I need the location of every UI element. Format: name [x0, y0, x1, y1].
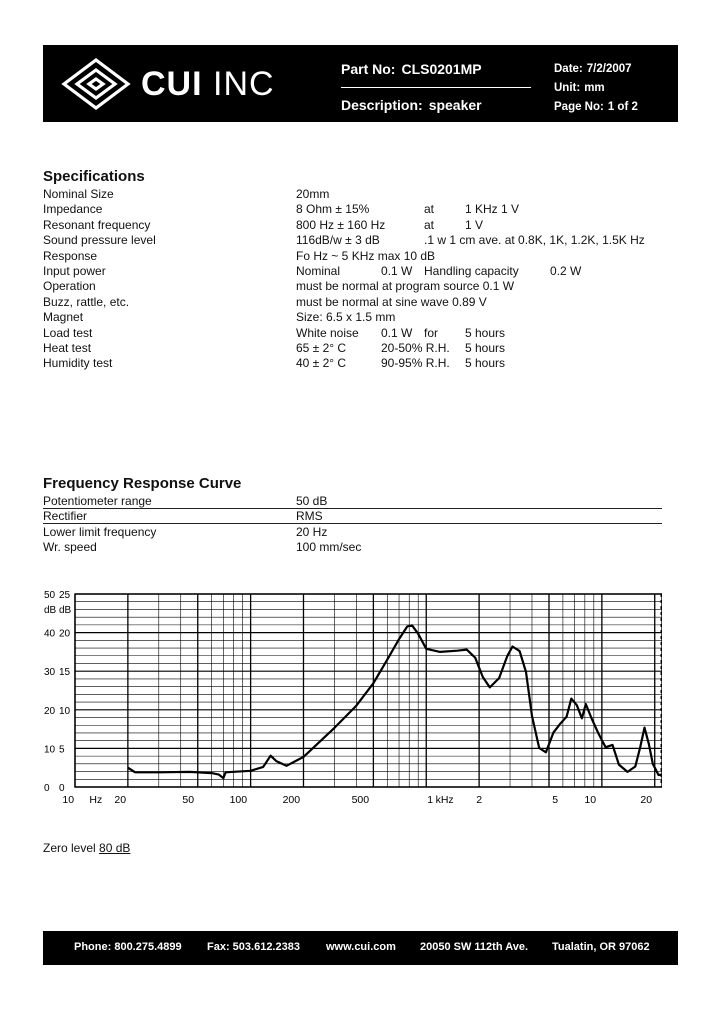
setting-value: 20 Hz: [296, 524, 328, 539]
spec-value: .1 w 1 cm ave. at 0.8K, 1K, 1.2K, 1.5K Hz: [424, 233, 645, 248]
y-tick-label: 30: [44, 667, 56, 679]
spec-value: must be normal at sine wave 0.89 V: [296, 294, 487, 309]
divider-line: [43, 508, 662, 509]
spec-label: Sound pressure level: [43, 233, 156, 248]
specifications-title: Specifications: [43, 168, 145, 185]
x-tick-label: 500: [351, 794, 370, 806]
y-tick-label: 20: [59, 628, 71, 640]
spec-value: Nominal: [296, 264, 341, 278]
y-tick-label: 10: [44, 744, 56, 756]
x-tick-label: 200: [282, 794, 301, 806]
y-tick-label: dB: [44, 605, 57, 616]
frequency-response-chart: [42, 588, 662, 810]
y-tick-label: 15: [59, 667, 71, 679]
spec-value: for: [424, 325, 439, 340]
setting-value: 100 mm/sec: [296, 539, 362, 554]
description: Description: speaker: [341, 97, 482, 113]
x-tick-label: 50: [182, 794, 195, 806]
y-tick-label: 0: [59, 783, 65, 794]
footer-bar: [43, 931, 678, 965]
frequency-response-title: Frequency Response Curve: [43, 475, 242, 492]
spec-value: 65 ± 2° C: [296, 341, 347, 355]
spec-value: 1 KHz 1 V: [465, 202, 520, 217]
spec-value: 40 ± 2° C: [296, 356, 347, 371]
spec-value: Size: 6.5 x 1.5 mm: [296, 310, 396, 325]
spec-value: 90-95% R.H.: [381, 356, 450, 371]
spec-value: 0.1 W: [381, 325, 413, 340]
setting-label: Wr. speed: [43, 539, 97, 554]
divider-line: [43, 523, 662, 524]
cui-logo-icon: [61, 57, 131, 111]
y-tick-label: 20: [44, 705, 56, 717]
x-tick-label: 100: [229, 794, 248, 806]
company-logo-text: CUI INC: [141, 65, 275, 103]
y-tick-label: 10: [59, 705, 71, 717]
spec-label: Nominal Size: [43, 187, 114, 201]
footer-website: www.cui.com: [326, 941, 396, 953]
spec-label: Resonant frequency: [43, 217, 151, 232]
spec-label: Operation: [43, 279, 96, 294]
x-tick-label: 2: [476, 794, 483, 806]
footer-phone: Phone: 800.275.4899: [74, 941, 182, 953]
spec-value: Handling capacity: [424, 264, 519, 278]
x-tick-label: kHz: [435, 794, 454, 806]
spec-label: Load test: [43, 325, 93, 340]
page-number: Page No: 1 of 2: [554, 101, 638, 113]
y-tick-label: 0: [44, 783, 50, 794]
spec-value: at: [424, 217, 435, 232]
spec-value: 20mm: [296, 187, 330, 201]
spec-value: White noise: [296, 325, 359, 340]
x-tick-label: 20: [114, 794, 127, 806]
y-tick-label: 50: [44, 590, 56, 601]
setting-value: 50 dB: [296, 494, 328, 508]
spec-value: 5 hours: [465, 325, 506, 340]
x-tick-label: 10: [584, 794, 597, 806]
x-tick-label: 5: [552, 794, 559, 806]
spec-label: Heat test: [43, 341, 92, 355]
y-tick-label: dB: [59, 605, 72, 616]
spec-label: Buzz, rattle, etc.: [43, 294, 130, 309]
setting-label: Rectifier: [43, 509, 88, 524]
footer-address: 20050 SW 112th Ave.: [420, 941, 529, 953]
zero-level: Zero level 80 dB: [43, 841, 131, 855]
spec-value: 0.2 W: [550, 264, 582, 278]
spec-label: Impedance: [43, 202, 103, 217]
date: Date: 7/2/2007: [554, 63, 632, 75]
footer-city: Tualatin, OR 97062: [552, 941, 650, 953]
spec-value: 20-50% R.H.: [381, 341, 450, 355]
spec-value: 0.1 W: [381, 264, 413, 278]
x-tick-label: 20: [640, 794, 653, 806]
spec-value: 8 Ohm ± 15%: [296, 202, 370, 217]
spec-label: Magnet: [43, 310, 84, 325]
part-info: [341, 61, 531, 113]
spec-value: 5 hours: [465, 341, 506, 355]
doc-meta: [554, 60, 674, 117]
x-tick-label: 10: [62, 794, 75, 806]
spec-label: Humidity test: [43, 356, 113, 371]
footer-fax: Fax: 503.612.2383: [207, 941, 300, 953]
spec-label: Response: [43, 248, 98, 263]
x-tick-label: 1: [427, 794, 434, 806]
header-divider: [341, 87, 531, 88]
setting-label: Lower limit frequency: [43, 524, 157, 539]
unit: Unit: mm: [554, 82, 605, 94]
spec-value: at: [424, 202, 435, 217]
setting-label: Potentiometer range: [43, 494, 152, 508]
header-bar: [43, 45, 678, 122]
x-tick-label: Hz: [89, 794, 103, 806]
y-tick-label: 40: [44, 628, 56, 640]
part-number: Part No: CLS0201MP: [341, 61, 482, 77]
spec-value: 1 V: [465, 217, 484, 232]
y-tick-label: 5: [59, 744, 65, 756]
setting-value: RMS: [296, 509, 323, 524]
spec-label: Input power: [43, 264, 106, 278]
spec-value: 800 Hz ± 160 Hz: [296, 217, 386, 232]
spec-value: 116dB/w ± 3 dB: [296, 233, 380, 248]
spec-value: Fo Hz ~ 5 KHz max 10 dB: [296, 248, 436, 263]
y-tick-label: 25: [59, 590, 71, 601]
spec-value: must be normal at program source 0.1 W: [296, 279, 515, 294]
spec-value: 5 hours: [465, 356, 506, 371]
